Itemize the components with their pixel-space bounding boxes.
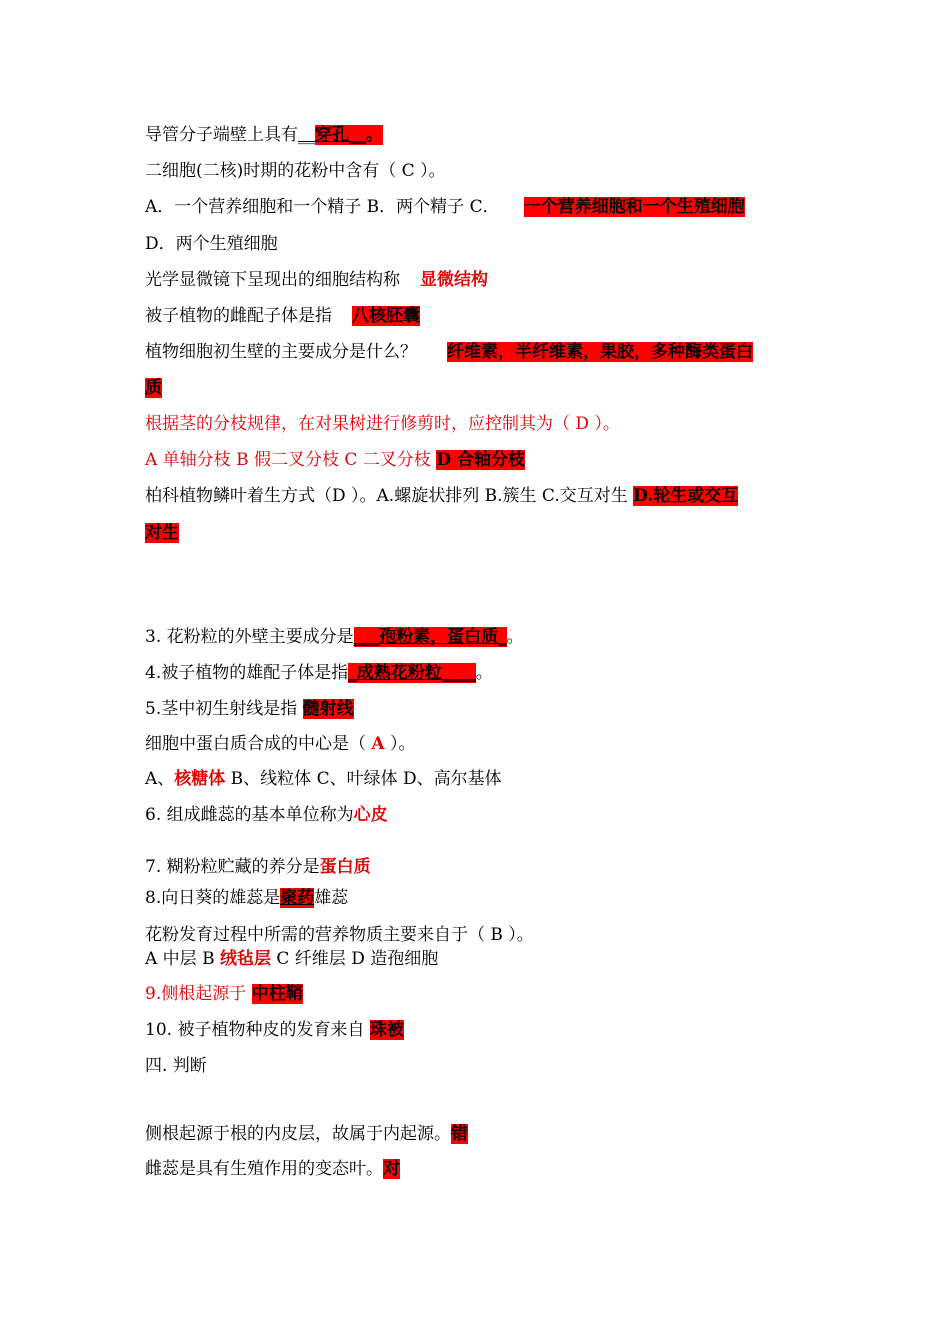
q9-end: 。 bbox=[475, 663, 493, 683]
q11-options bbox=[145, 768, 502, 790]
q10-answer: 髓射线 bbox=[302, 699, 354, 719]
j2 bbox=[145, 1158, 400, 1180]
q11-answer-text: 核糖体 bbox=[174, 769, 226, 789]
q14-end: 雄蕊 bbox=[314, 888, 349, 908]
q3-text: 光学显微镜下呈现出的细胞结构称 bbox=[145, 270, 400, 290]
q10 bbox=[145, 698, 354, 720]
q3 bbox=[145, 269, 488, 291]
j1 bbox=[145, 1123, 468, 1145]
q2-answer: 一个营养细胞和一个生殖细胞 bbox=[523, 197, 745, 217]
q6-text: 根据茎的分枝规律，在对果树进行修剪时，应控制其为（ D ）。 bbox=[145, 414, 620, 434]
q7 bbox=[145, 485, 738, 507]
q11-option-a-prefix: A、 bbox=[145, 769, 175, 789]
q4 bbox=[145, 305, 420, 327]
q15-answer: 绒毡层 bbox=[219, 949, 271, 969]
q1 bbox=[145, 124, 383, 146]
q12-text: 6. 组成雌蕊的基本单位称为 bbox=[145, 805, 354, 825]
q1-text: 导管分子端壁上具有 bbox=[145, 125, 298, 145]
q4-answer: 八核胚囊 bbox=[352, 306, 420, 326]
q13-text: 7. 糊粉粒贮藏的养分是 bbox=[145, 857, 320, 877]
q11-answer: A bbox=[371, 734, 385, 754]
j1-text: 侧根起源于根的内皮层，故属于内起源。 bbox=[145, 1124, 451, 1144]
q14 bbox=[145, 887, 348, 909]
q6 bbox=[145, 413, 620, 435]
q7-answer-line1: D.轮生或交互 bbox=[633, 486, 739, 506]
q16-answer: 中柱鞘 bbox=[251, 984, 303, 1004]
q1-blank-pre: __ bbox=[298, 125, 315, 145]
q15-option-a: A 中层 B bbox=[145, 949, 220, 969]
q10-text: 5.茎中初生射线是指 bbox=[145, 699, 303, 719]
q3-answer: 显微结构 bbox=[420, 270, 488, 290]
q2-option-d-text: D．两个生殖细胞 bbox=[145, 234, 278, 254]
q15-text: 花粉发育过程中所需的营养物质主要来自于（ B ）。 bbox=[145, 925, 534, 945]
q1-blank-post: __ bbox=[349, 125, 366, 145]
q8 bbox=[145, 626, 524, 648]
q1-end: 。 bbox=[366, 125, 383, 145]
q14-text: 8.向日葵的雄蕊是 bbox=[145, 888, 281, 908]
j2-text: 雌蕊是具有生殖作用的变态叶。 bbox=[145, 1159, 383, 1179]
q9-answer: _成熟花粉粒____ bbox=[348, 663, 476, 683]
q11 bbox=[145, 733, 416, 755]
section-4-heading bbox=[145, 1055, 207, 1077]
q13 bbox=[145, 856, 371, 878]
q6-answer: D 合轴分枝 bbox=[436, 450, 525, 470]
q15-options-rest: C 纤维层 D 造孢细胞 bbox=[270, 949, 439, 969]
q2 bbox=[145, 160, 446, 182]
q13-answer: 蛋白质 bbox=[319, 857, 371, 877]
q11-options-rest: B、线粒体 C、叶绿体 D、高尔基体 bbox=[225, 769, 502, 789]
q15 bbox=[145, 924, 534, 946]
q8-answer: ___孢粉素，蛋白质_ bbox=[353, 627, 507, 647]
q6-options bbox=[145, 449, 525, 471]
q14-answer: 聚药 bbox=[280, 888, 315, 908]
q2-option-d bbox=[145, 233, 278, 255]
q2-text: 二细胞(二核)时期的花粉中含有（ C ）。 bbox=[145, 161, 446, 181]
q4-text: 被子植物的雌配子体是指 bbox=[145, 306, 332, 326]
q17-text: 10. 被子植物种皮的发育来自 bbox=[145, 1020, 370, 1040]
q2-options bbox=[145, 196, 745, 218]
q1-answer: 穿孔 bbox=[315, 125, 349, 145]
q9-text: 4.被子植物的雄配子体是指 bbox=[145, 663, 349, 683]
q5-text: 植物细胞初生壁的主要成分是什么？ bbox=[145, 342, 417, 362]
q5 bbox=[145, 341, 753, 363]
q5-answer-line1: 纤维素，半纤维素，果胶，多种酶类蛋白 bbox=[447, 342, 753, 362]
q2-options-text: A．一个营养细胞和一个精子 B．两个精子 C． bbox=[145, 197, 500, 217]
q16 bbox=[145, 983, 303, 1005]
q16-text: 9.侧根起源于 bbox=[145, 984, 252, 1004]
q6-options-text: A 单轴分枝 B 假二叉分枝 C 二叉分枝 bbox=[145, 450, 437, 470]
q15-options bbox=[145, 948, 438, 970]
q17 bbox=[145, 1019, 404, 1041]
q7-answer-line2: 对生 bbox=[145, 523, 179, 543]
q7-text: 柏科植物鳞叶着生方式（D ）。A.螺旋状排列 B.簇生 C.交互对生 bbox=[145, 486, 634, 506]
section-4-title: 四. 判断 bbox=[145, 1056, 207, 1076]
q9 bbox=[145, 662, 493, 684]
q11-text: 细胞中蛋白质合成的中心是（ bbox=[145, 734, 372, 754]
q8-text: 3. 花粉粒的外壁主要成分是 bbox=[145, 627, 354, 647]
q7-cont bbox=[145, 522, 179, 544]
q5-cont bbox=[145, 377, 162, 399]
q12-answer: 心皮 bbox=[353, 805, 388, 825]
q17-answer: 珠被 bbox=[369, 1020, 404, 1040]
q11-end: ）。 bbox=[384, 734, 416, 754]
q12 bbox=[145, 804, 388, 826]
q5-answer-line2: 质 bbox=[145, 378, 162, 398]
j2-answer: 对 bbox=[383, 1159, 400, 1179]
j1-answer: 错 bbox=[451, 1124, 468, 1144]
q8-end: 。 bbox=[506, 627, 524, 647]
